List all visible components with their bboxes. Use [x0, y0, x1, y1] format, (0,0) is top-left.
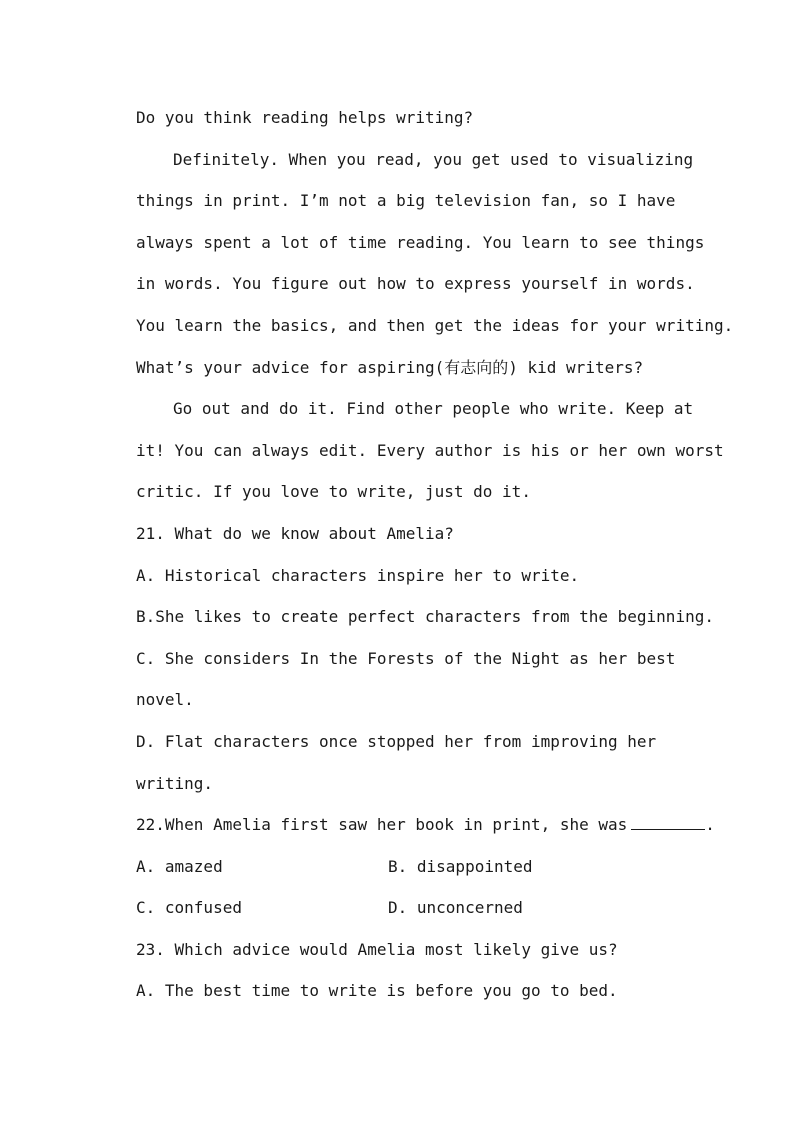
question-23-stem: 23. Which advice would Amelia most likely give us?: [136, 939, 618, 959]
question-23-option-a: A. The best time to write is before you go to bed.: [136, 981, 618, 1001]
question-22-options-row-1: [136, 846, 736, 888]
interview-question-1: Do you think reading helps writing?: [136, 108, 474, 127]
question-22-options-row-2: [136, 887, 736, 929]
answer-1-line-1: Definitely. When you read, you get used to visualizing: [173, 149, 694, 169]
document-body: [136, 97, 736, 1012]
question-22-stem: 22.When Amelia first saw her book in print, she was: [136, 815, 628, 835]
answer-2-line-3: critic. If you love to write, just do it.: [136, 482, 531, 502]
question-21-option-b: B.She likes to create perfect characters from the beginning.: [136, 607, 714, 627]
question-21-option-c-line-1: C. She considers In the Forests of the Night as her best: [136, 648, 676, 668]
interview-question-2: What’s your advice for aspiring(有志向的) kid writers?: [136, 357, 644, 377]
question-22-option-c: C. confused: [136, 898, 242, 918]
answer-blank: [631, 815, 705, 830]
answer-1-line-4: in words. You figure out how to express yourself in words.: [136, 274, 695, 294]
question-21-option-a: A. Historical characters inspire her to write.: [136, 565, 580, 585]
question-21-option-d-line-1: D. Flat characters once stopped her from improving her: [136, 731, 657, 751]
answer-2-line-2: it! You can always edit. Every author is his or her own worst: [136, 440, 724, 460]
question-22-stem-line: [136, 804, 736, 846]
answer-1-line-3: always spent a lot of time reading. You learn to see things: [136, 232, 705, 252]
question-22-option-b: B. disappointed: [388, 856, 533, 876]
question-21-option-c-line-2: novel.: [136, 690, 194, 710]
question-21-stem: 21. What do we know about Amelia?: [136, 523, 454, 543]
question-21-option-d-line-2: writing.: [136, 773, 214, 793]
answer-1-line-2: things in print. I’m not a big television fan, so I have: [136, 191, 676, 211]
question-22-option-a: A. amazed: [136, 856, 223, 876]
answer-2-line-1: Go out and do it. Find other people who write. Keep at: [173, 399, 694, 419]
answer-1-line-5: You learn the basics, and then get the ideas for your writing.: [136, 315, 734, 335]
question-22-end: .: [705, 815, 715, 835]
question-22-option-d: D. unconcerned: [388, 898, 523, 918]
